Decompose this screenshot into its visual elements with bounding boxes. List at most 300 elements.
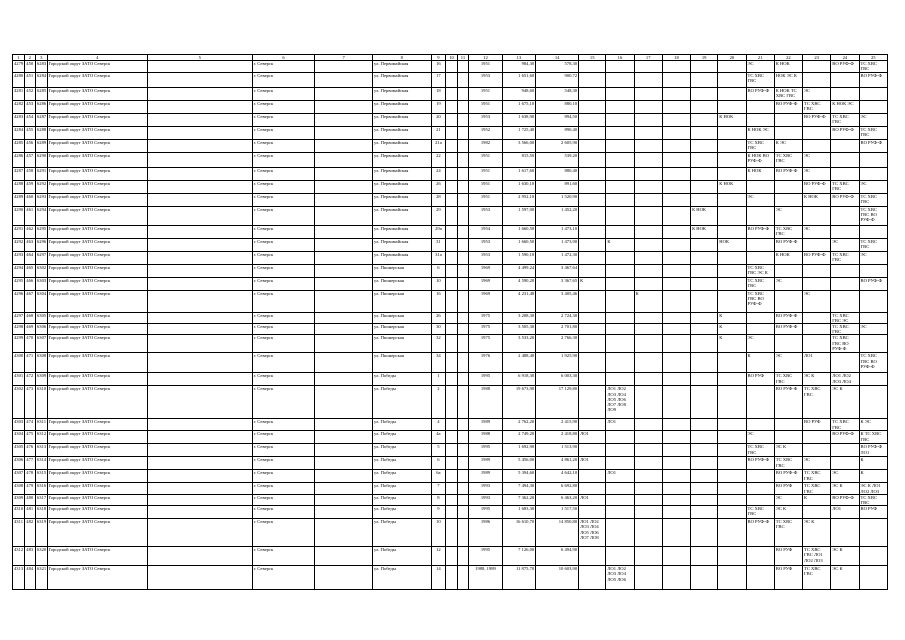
table-cell: 2 762,20 xyxy=(502,419,535,431)
table-cell: г. Северск xyxy=(252,113,315,126)
table-cell xyxy=(147,126,252,139)
table-cell: 6317 xyxy=(36,494,48,505)
table-cell xyxy=(718,506,746,519)
table-cell xyxy=(579,61,606,72)
table-cell xyxy=(315,238,373,251)
table-cell: 470 xyxy=(24,335,36,353)
table-cell xyxy=(315,470,373,483)
table-cell xyxy=(315,506,373,519)
table-cell: 483 xyxy=(24,547,36,566)
table-cell: 6292 xyxy=(36,180,48,193)
table-cell: 16 610,70 xyxy=(502,519,535,547)
table-cell: 6 xyxy=(431,264,446,277)
table-cell xyxy=(315,290,373,312)
table-cell xyxy=(746,386,774,419)
table-cell xyxy=(718,264,746,277)
table-cell xyxy=(457,225,469,238)
table-cell xyxy=(691,353,718,373)
table-cell: ВО РУФ-Ф xyxy=(831,431,859,444)
table-cell: ТС ХВС ГВС xyxy=(774,373,802,386)
table-cell: 1 660,50 xyxy=(502,225,535,238)
table-cell xyxy=(606,444,634,457)
table-cell xyxy=(606,457,634,470)
table-cell: 539,20 xyxy=(536,152,579,167)
table-cell xyxy=(634,335,662,353)
table-cell: 1975 xyxy=(469,324,502,335)
table-cell xyxy=(691,386,718,419)
table-cell: ТС ХВС ГВС xyxy=(774,457,802,470)
table-cell: 4283 xyxy=(13,113,25,126)
table-cell: 1 651,60 xyxy=(502,72,535,87)
table-cell: 1975 xyxy=(469,335,502,353)
table-cell: ул. Первомайская xyxy=(372,87,431,100)
table-cell xyxy=(147,373,252,386)
table-cell: 12 xyxy=(431,547,446,566)
table-cell: 6283 xyxy=(36,61,48,72)
table-cell xyxy=(446,290,458,312)
table-cell: ул. Первомайская xyxy=(372,152,431,167)
table-cell: ТС ХВС ГВС xyxy=(831,180,859,193)
table-cell xyxy=(691,238,718,251)
table-cell: К ЭС xyxy=(859,419,887,431)
table-cell: ЭС К xyxy=(774,506,802,519)
table-cell: ул. Победы xyxy=(372,519,431,547)
table-cell: ул. Победы xyxy=(372,457,431,470)
table-cell: 456 xyxy=(24,139,36,152)
table-cell xyxy=(691,519,718,547)
table-cell: 1 675,10 xyxy=(502,100,535,113)
table-cell: 18 xyxy=(431,87,446,100)
table-cell: ЭС xyxy=(803,167,831,180)
table-cell: ЭС xyxy=(803,457,831,470)
table-cell: ТС ХВС ГВС ЭС xyxy=(831,312,859,323)
table-cell: ТС ХВС ГВС xyxy=(746,506,774,519)
table-cell xyxy=(774,290,802,312)
table-cell xyxy=(634,206,662,225)
table-cell xyxy=(691,180,718,193)
table-cell: Городской округ ЗАТО Северск xyxy=(47,506,147,519)
column-number: 6 xyxy=(252,55,315,61)
table-cell xyxy=(691,494,718,505)
table-cell xyxy=(147,431,252,444)
table-cell: К НОК ЭС xyxy=(746,126,774,139)
table-cell xyxy=(859,373,887,386)
table-cell xyxy=(634,506,662,519)
table-cell: 1969 xyxy=(469,290,502,312)
table-cell: 1 517,50 xyxy=(536,506,579,519)
table-cell: ВО РУФ xyxy=(774,547,802,566)
table-cell: ЭС xyxy=(803,290,831,312)
table-cell: Городской округ ЗАТО Северск xyxy=(47,251,147,264)
table-cell: 3 367,65 xyxy=(536,277,579,290)
table-cell: ЭС xyxy=(859,324,887,335)
table-cell xyxy=(457,264,469,277)
table-cell: 4295 xyxy=(13,277,25,290)
table-cell: ул. Первомайская xyxy=(372,113,431,126)
table-cell: ТС ХВС ГВС ВО РУФ-Ф xyxy=(859,206,887,225)
table-cell: ТС ХВС ГВС xyxy=(774,152,802,167)
table-cell xyxy=(718,72,746,87)
table-cell: ТС ХВС ГВС xyxy=(803,483,831,494)
table-cell xyxy=(859,566,887,590)
table-cell xyxy=(579,566,606,590)
table-cell: 1988, 1989 xyxy=(469,566,502,590)
column-number: 8 xyxy=(372,55,431,61)
table-cell: К xyxy=(718,324,746,335)
table-cell xyxy=(718,566,746,590)
table-cell xyxy=(457,457,469,470)
column-number: 17 xyxy=(634,55,662,61)
table-cell xyxy=(446,180,458,193)
table-cell xyxy=(803,277,831,290)
table-cell xyxy=(718,87,746,100)
table-cell: Городской округ ЗАТО Северск xyxy=(47,100,147,113)
table-cell: 894,50 xyxy=(536,113,579,126)
table-cell: ЭС xyxy=(859,251,887,264)
table-cell xyxy=(774,431,802,444)
table-cell: 10 xyxy=(431,277,446,290)
table-cell xyxy=(579,206,606,225)
table-cell: К НОК ЭС xyxy=(831,100,859,113)
table-cell xyxy=(579,126,606,139)
column-number: 16 xyxy=(606,55,634,61)
table-cell xyxy=(691,566,718,590)
table-cell: 30 xyxy=(431,324,446,335)
table-cell xyxy=(746,312,774,323)
table-cell: ТС ХВС ГВС xyxy=(803,566,831,590)
table-cell: г. Северск xyxy=(252,335,315,353)
table-cell: г. Северск xyxy=(252,277,315,290)
table-cell: Городской округ ЗАТО Северск xyxy=(47,324,147,335)
table-cell xyxy=(315,113,373,126)
table-cell xyxy=(579,152,606,167)
table-cell: 479 xyxy=(24,483,36,494)
column-number: 19 xyxy=(691,55,718,61)
table-cell xyxy=(634,225,662,238)
table-cell xyxy=(446,113,458,126)
table-cell: 6а xyxy=(431,470,446,483)
table-cell: ТС ХВС ГВС xyxy=(746,72,774,87)
column-number: 1 xyxy=(13,55,25,61)
table-cell xyxy=(691,419,718,431)
table-cell xyxy=(662,290,690,312)
table-cell xyxy=(147,180,252,193)
table-cell: ВО РУФ-Ф xyxy=(746,225,774,238)
table-cell xyxy=(606,61,634,72)
table-cell: ЭС К xyxy=(774,444,802,457)
table-cell: г. Северск xyxy=(252,324,315,335)
table-cell xyxy=(634,419,662,431)
table-cell: ТС ХВС ГВС xyxy=(831,324,859,335)
table-cell xyxy=(634,87,662,100)
table-cell: 6302 xyxy=(36,264,48,277)
table-cell: ВО РУФ-Ф xyxy=(803,251,831,264)
table-cell: 16 xyxy=(431,61,446,72)
table-cell xyxy=(662,193,690,206)
table-cell xyxy=(634,126,662,139)
column-number: 13 xyxy=(502,55,535,61)
table-cell: г. Северск xyxy=(252,483,315,494)
table-cell: 1 692,90 xyxy=(502,444,535,457)
table-cell: ВО РУФ-Ф xyxy=(831,494,859,505)
table-cell xyxy=(446,167,458,180)
table-cell xyxy=(606,87,634,100)
table-cell: 16 xyxy=(431,290,446,312)
table-cell xyxy=(634,519,662,547)
table-cell xyxy=(446,251,458,264)
table-cell xyxy=(662,113,690,126)
table-cell xyxy=(315,277,373,290)
table-cell: Городской округ ЗАТО Северск xyxy=(47,113,147,126)
table-cell: Городской округ ЗАТО Северск xyxy=(47,386,147,419)
table-cell xyxy=(718,494,746,505)
table-cell xyxy=(315,494,373,505)
table-cell xyxy=(147,87,252,100)
table-cell: 1 660,50 xyxy=(502,238,535,251)
table-cell xyxy=(446,519,458,547)
table-cell xyxy=(315,100,373,113)
table-cell: 455 xyxy=(24,126,36,139)
table-cell: 1989 xyxy=(469,470,502,483)
table-cell xyxy=(457,353,469,373)
table-cell: 1 xyxy=(431,373,446,386)
table-cell xyxy=(662,61,690,72)
table-row xyxy=(13,264,888,277)
table-cell: 3 467,64 xyxy=(536,264,579,277)
table-cell xyxy=(746,483,774,494)
table-cell xyxy=(457,100,469,113)
table-cell: 6307 xyxy=(36,335,48,353)
table-cell: ТС ХВС ГВС ВО РУФ-Ф xyxy=(746,290,774,312)
table-cell: ЛО1 ЛО2 ЛО3 ЛО4 ЛО5 ЛО6 ЛО7 ЛО8 ЛО9 xyxy=(606,386,634,419)
table-cell xyxy=(579,72,606,87)
table-cell xyxy=(662,264,690,277)
table-cell: г. Северск xyxy=(252,353,315,373)
table-cell: г. Северск xyxy=(252,100,315,113)
table-cell: 1951 xyxy=(469,100,502,113)
table-cell xyxy=(662,547,690,566)
table-cell xyxy=(579,87,606,100)
table-cell: 468 xyxy=(24,312,36,323)
table-cell: ЛО1 xyxy=(579,457,606,470)
table-cell xyxy=(718,419,746,431)
table-cell: 4304 xyxy=(13,431,25,444)
table-cell: Городской округ ЗАТО Северск xyxy=(47,519,147,547)
table-cell xyxy=(147,419,252,431)
table-cell xyxy=(746,100,774,113)
table-row xyxy=(13,113,888,126)
table-cell: 454 xyxy=(24,113,36,126)
table-cell: К НОК xyxy=(746,167,774,180)
table-cell xyxy=(457,251,469,264)
table-cell: ул. Победы xyxy=(372,506,431,519)
table-cell: ЭС К xyxy=(803,519,831,547)
table-cell xyxy=(457,519,469,547)
table-cell: ВО РУФ-Ф xyxy=(803,180,831,193)
table-cell xyxy=(579,312,606,323)
table-cell: К ТС ХВС ГВС xyxy=(859,431,887,444)
table-cell: 4294 xyxy=(13,264,25,277)
table-cell: 4288 xyxy=(13,180,25,193)
table-cell: 4305 xyxy=(13,444,25,457)
table-cell: ЭС xyxy=(774,277,802,290)
table-cell xyxy=(662,152,690,167)
table-cell: 459 xyxy=(24,180,36,193)
column-number: 9 xyxy=(431,55,446,61)
table-cell: 1 513,90 xyxy=(536,444,579,457)
column-number: 23 xyxy=(803,55,831,61)
table-cell: ЭС К xyxy=(831,566,859,590)
table-cell: ул. Победы xyxy=(372,470,431,483)
table-cell: ЭС xyxy=(831,470,859,483)
table-cell xyxy=(634,431,662,444)
table-cell xyxy=(315,419,373,431)
table-cell: 1 725,40 xyxy=(502,126,535,139)
table-cell xyxy=(606,152,634,167)
table-cell: 891,60 xyxy=(536,180,579,193)
table-cell xyxy=(746,113,774,126)
table-cell xyxy=(457,431,469,444)
table-cell: 475 xyxy=(24,431,36,444)
table-cell: 6 918,30 xyxy=(502,373,535,386)
table-cell xyxy=(831,225,859,238)
table-cell xyxy=(691,373,718,386)
table-cell: 5 456,00 xyxy=(502,457,535,470)
table-cell xyxy=(606,312,634,323)
table-cell xyxy=(803,206,831,225)
table-cell xyxy=(831,167,859,180)
table-cell xyxy=(579,353,606,373)
table-cell xyxy=(457,566,469,590)
table-cell: 2 488,40 xyxy=(502,353,535,373)
table-cell: К НОК xyxy=(718,180,746,193)
table-row xyxy=(13,167,888,180)
table-cell: 460 xyxy=(24,193,36,206)
table-cell: 14 850,80 xyxy=(536,519,579,547)
table-cell xyxy=(691,470,718,483)
table-cell: ТС ХВС ГВС xyxy=(803,386,831,419)
table-cell xyxy=(579,100,606,113)
table-cell: 6294 xyxy=(36,206,48,225)
table-cell: 31а xyxy=(431,251,446,264)
table-cell xyxy=(718,251,746,264)
table-cell: ул. Победы xyxy=(372,419,431,431)
table-cell xyxy=(662,277,690,290)
table-cell xyxy=(457,506,469,519)
table-row xyxy=(13,519,888,547)
table-cell: ТС ХВС ГВС xyxy=(859,193,887,206)
table-cell xyxy=(147,335,252,353)
table-cell xyxy=(662,431,690,444)
table-cell xyxy=(691,251,718,264)
table-cell: 2 724,30 xyxy=(536,312,579,323)
table-cell: ЭС xyxy=(746,431,774,444)
table-cell: К xyxy=(803,494,831,505)
table-cell: 19 673,90 xyxy=(502,386,535,419)
table-cell xyxy=(147,225,252,238)
table-cell: ТС ХВС ГВС ВО РУФ-Ф xyxy=(831,335,859,353)
table-cell: г. Северск xyxy=(252,206,315,225)
table-cell: 11 875,70 xyxy=(502,566,535,590)
table-cell xyxy=(315,167,373,180)
table-cell xyxy=(634,251,662,264)
table-cell: г. Северск xyxy=(252,238,315,251)
table-cell xyxy=(147,547,252,566)
table-cell: ЭС К xyxy=(803,373,831,386)
table-cell xyxy=(579,483,606,494)
table-cell xyxy=(691,335,718,353)
table-cell: 19 xyxy=(431,100,446,113)
table-cell: 7 494,30 xyxy=(502,483,535,494)
table-cell xyxy=(315,225,373,238)
table-cell: 20 xyxy=(431,113,446,126)
table-cell xyxy=(746,566,774,590)
table-cell: 1 597,00 xyxy=(502,206,535,225)
table-cell: ул. Пионерская xyxy=(372,312,431,323)
table-cell: ул. Первомайская xyxy=(372,193,431,206)
table-cell xyxy=(718,519,746,547)
table-cell: г. Северск xyxy=(252,180,315,193)
table-cell: 4280 xyxy=(13,72,25,87)
table-row xyxy=(13,277,888,290)
table-cell: Городской округ ЗАТО Северск xyxy=(47,277,147,290)
table-cell xyxy=(831,519,859,547)
table-cell xyxy=(315,193,373,206)
table-cell: ЭС xyxy=(859,113,887,126)
table-cell: 1 452,20 xyxy=(536,206,579,225)
table-cell xyxy=(147,61,252,72)
table-cell: К НОК xyxy=(691,206,718,225)
table-cell: 1993 xyxy=(469,494,502,505)
table-cell: Городской округ ЗАТО Северск xyxy=(47,180,147,193)
table-cell: ул. Первомайская xyxy=(372,139,431,152)
table-cell xyxy=(579,386,606,419)
table-cell xyxy=(315,353,373,373)
table-cell xyxy=(634,238,662,251)
column-number: 22 xyxy=(774,55,802,61)
table-cell xyxy=(446,470,458,483)
table-row xyxy=(13,206,888,225)
table-row xyxy=(13,373,888,386)
table-cell xyxy=(803,238,831,251)
table-cell: ВО РУФ-Ф xyxy=(831,193,859,206)
table-cell: 464 xyxy=(24,251,36,264)
table-cell: 1976 xyxy=(469,353,502,373)
table-cell: ВО РУФ-Ф xyxy=(831,61,859,72)
table-cell: Городской округ ЗАТО Северск xyxy=(47,566,147,590)
table-cell xyxy=(606,431,634,444)
table-cell: ЭС К xyxy=(831,386,859,419)
table-cell: 6291 xyxy=(36,167,48,180)
table-cell: г. Северск xyxy=(252,87,315,100)
table-cell: 6310 xyxy=(36,386,48,419)
table-cell: 1989 xyxy=(469,457,502,470)
table-cell xyxy=(315,312,373,323)
table-cell: г. Северск xyxy=(252,547,315,566)
table-cell xyxy=(315,139,373,152)
table-cell xyxy=(315,206,373,225)
table-cell xyxy=(147,324,252,335)
table-cell: 6284 xyxy=(36,72,48,87)
table-cell xyxy=(859,87,887,100)
table-cell xyxy=(662,126,690,139)
table-cell: ТС ХВС ГВС ЛО1 ЛО2 ЛО3 xyxy=(803,547,831,566)
table-cell: 4310 xyxy=(13,506,25,519)
column-number: 4 xyxy=(47,55,147,61)
table-cell: 32 xyxy=(431,335,446,353)
table-cell xyxy=(718,100,746,113)
table-cell: 1 473,10 xyxy=(536,225,579,238)
